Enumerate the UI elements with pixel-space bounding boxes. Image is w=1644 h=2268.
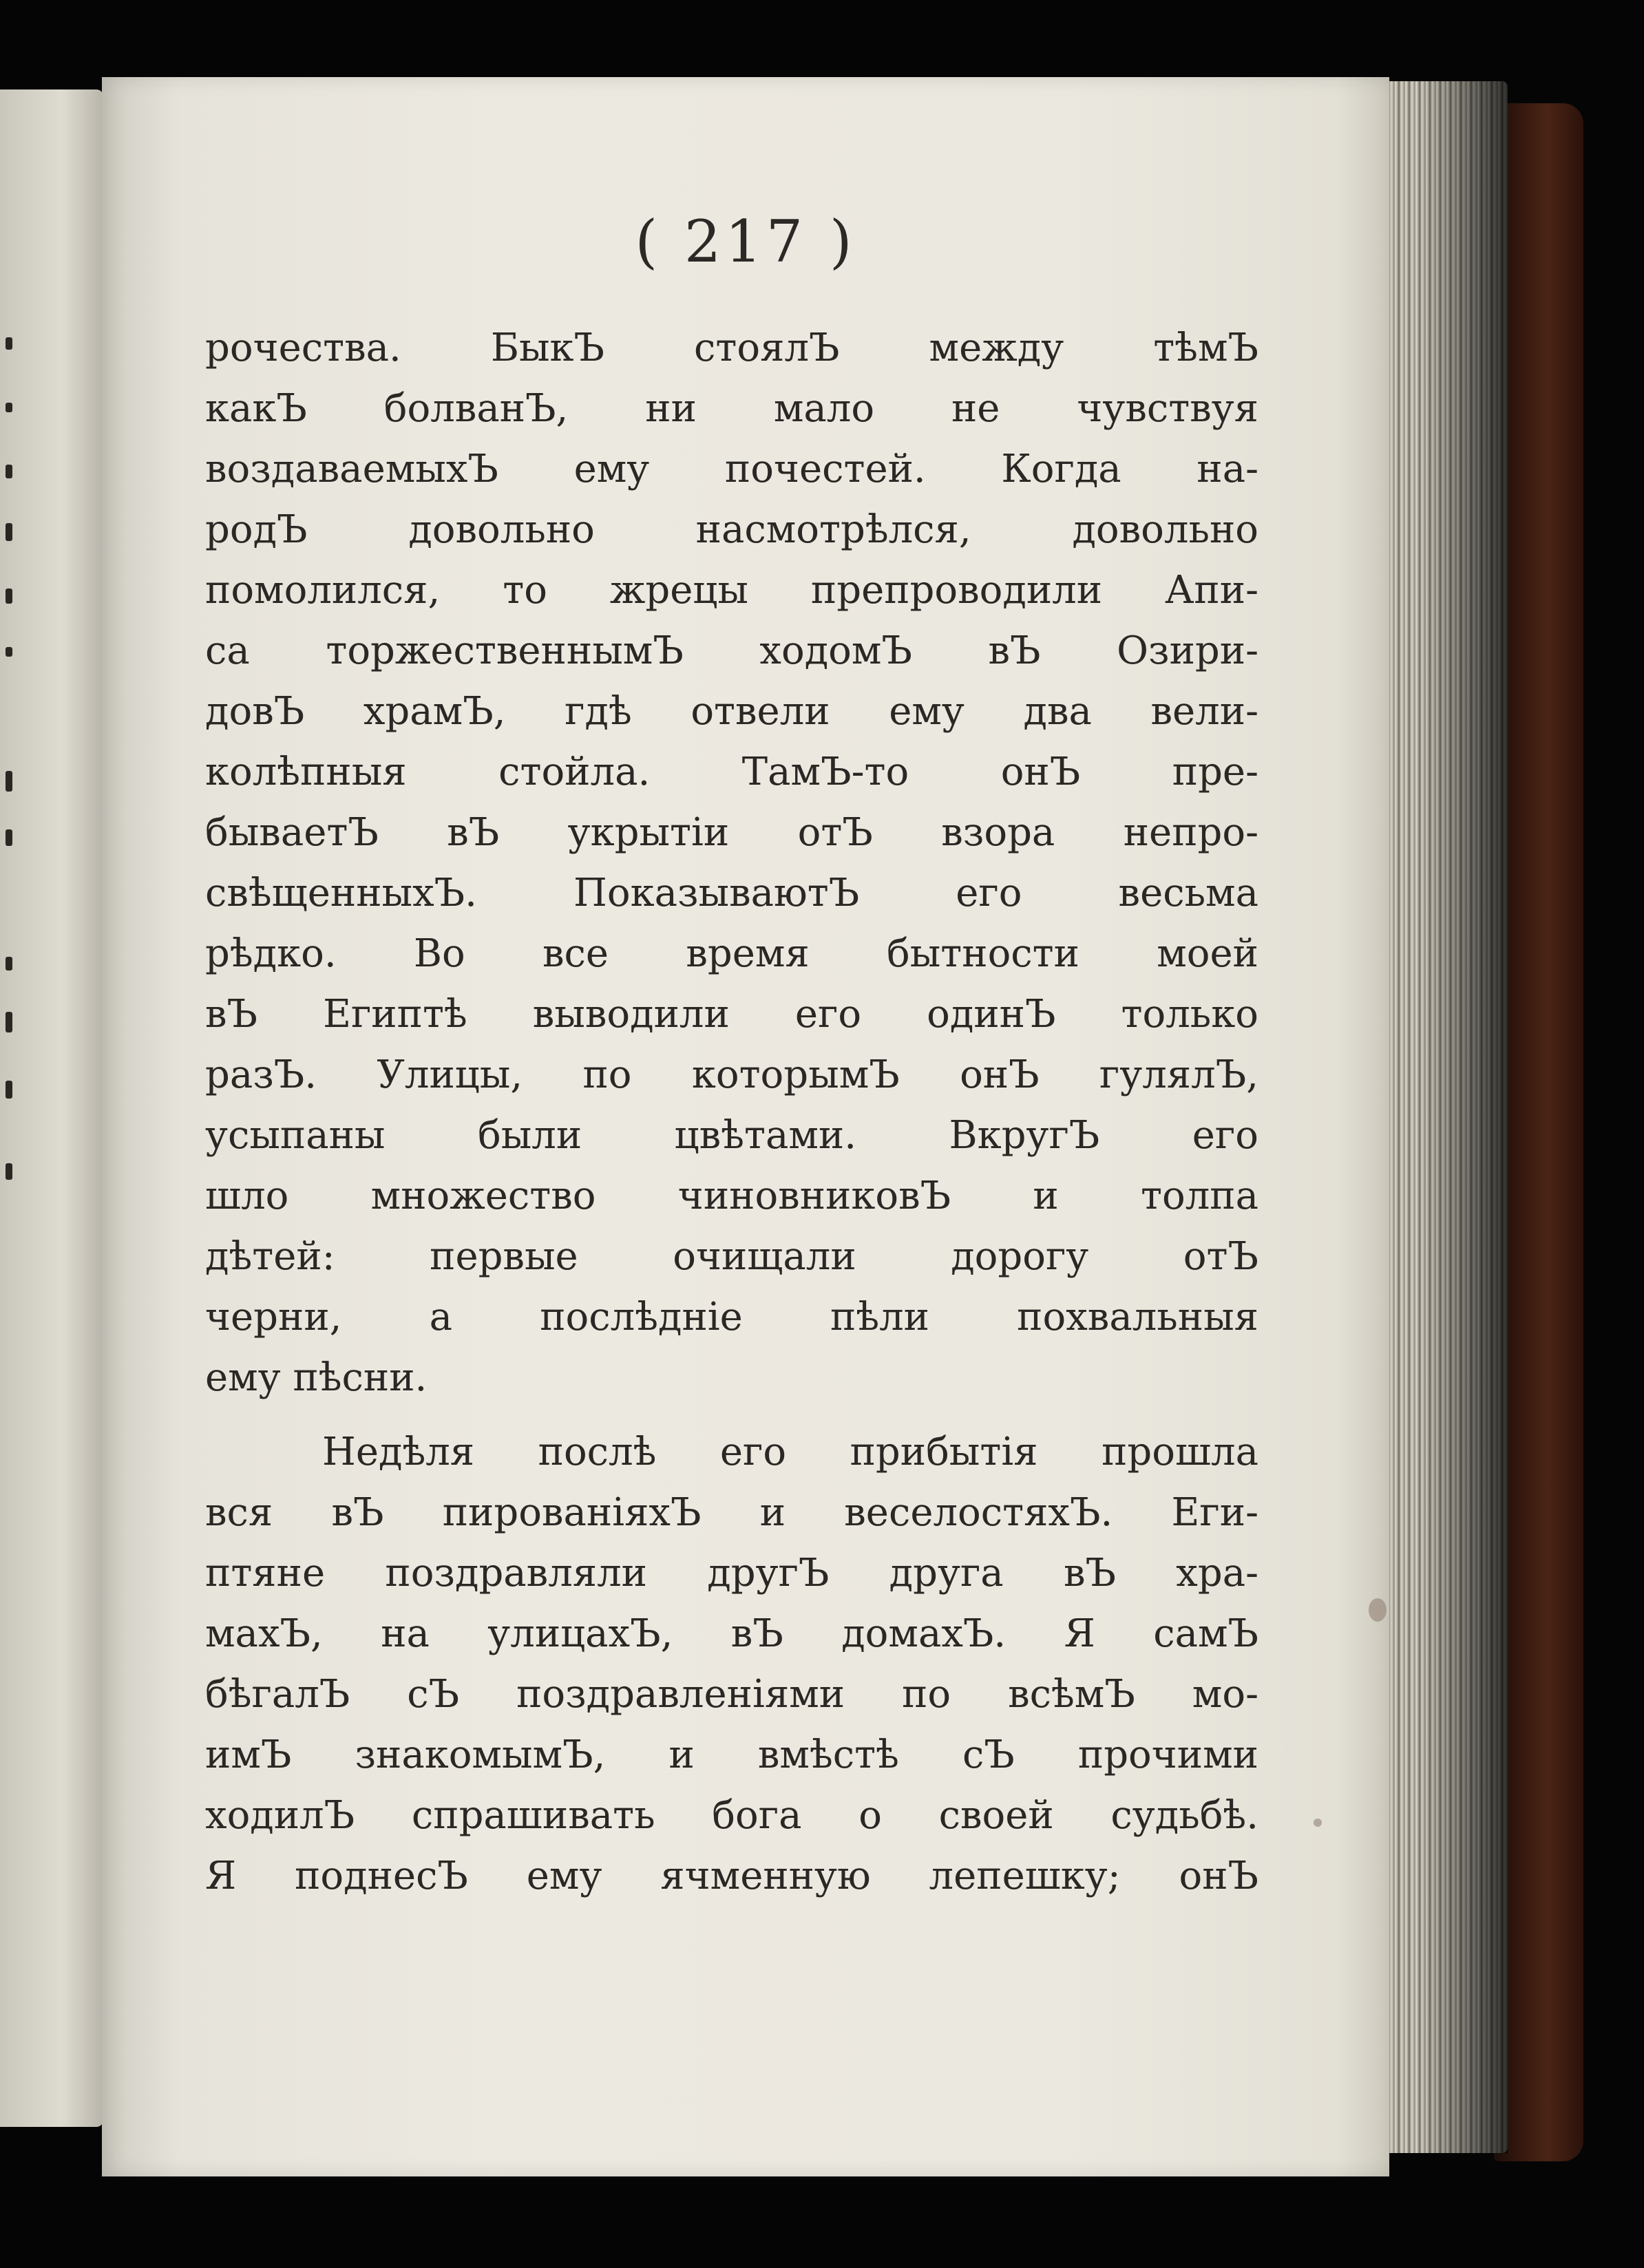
paragraph-1 (205, 318, 1258, 1408)
text-line: усыпаны были цвѣтами. ВкругЪ его (205, 1113, 1258, 1158)
text-line: черни, а послѣдніе пѣли похвальныя (205, 1295, 1258, 1339)
paper-speck (1314, 1819, 1322, 1827)
text-line: Я поднесЪ ему ячменную лепешку; онЪ (205, 1854, 1258, 1898)
page-block-edge (1370, 81, 1508, 2153)
text-line: дѣтей: первые очищали дорогу отЪ (205, 1234, 1258, 1279)
book-page (102, 77, 1389, 2176)
text-line: разЪ. Улицы, по которымЪ онЪ гулялЪ, (205, 1052, 1258, 1097)
paper-stain (1369, 1598, 1387, 1622)
text-line: родЪ довольно насмотрѣлся, довольно (205, 507, 1258, 552)
text-line: рочества. БыкЪ стоялЪ между тѣмЪ (205, 326, 1258, 370)
text-line: колѣпныя стойла. ТамЪ-то онЪ пре- (205, 750, 1258, 794)
text-line: Недѣля послѣ его прибытія прошла (322, 1430, 1258, 1474)
text-line: воздаваемыхЪ ему почестей. Когда на- (205, 447, 1258, 491)
text-line: имЪ знакомымЪ, и вмѣстѣ сЪ прочими (205, 1732, 1258, 1777)
text-line: вЪ Египтѣ выводили его одинЪ только (205, 992, 1258, 1037)
text-line: помолился, то жрецы препроводили Апи- (205, 568, 1258, 613)
paragraph-2 (205, 1422, 1258, 1907)
text-line: вся вЪ пированіяхЪ и веселостяхЪ. Еги- (205, 1490, 1258, 1535)
text-line: бываетЪ вЪ укрытіи отЪ взора непро- (205, 810, 1258, 855)
text-line: махЪ, на улицахЪ, вЪ домахЪ. Я самЪ (205, 1611, 1258, 1656)
page-number: ( 217 ) (635, 208, 856, 275)
text-line: довЪ храмЪ, гдѣ отвели ему два вели- (205, 689, 1258, 734)
text-line: свѣщенныхЪ. ПоказываютЪ его весьма (205, 871, 1258, 915)
text-line: шло множество чиновниковЪ и толпа (205, 1174, 1258, 1218)
text-line: са торжественнымЪ ходомЪ вЪ Озири- (205, 628, 1258, 673)
text-line: бѣгалЪ сЪ поздравленіями по всѣмЪ мо- (205, 1672, 1258, 1717)
text-line: ходилЪ спрашивать бога о своей судьбѣ. (205, 1793, 1258, 1838)
page-text (205, 318, 1258, 1907)
paragraph-gap (205, 1408, 1258, 1422)
text-line: ему пѣсни. (205, 1355, 428, 1400)
text-line: птяне поздравляли другЪ друга вЪ хра- (205, 1551, 1258, 1596)
text-line: рѣдко. Во все время бытности моей (205, 931, 1258, 976)
text-line: какЪ болванЪ, ни мало не чувствуя (205, 386, 1258, 431)
left-facing-page (0, 89, 103, 2127)
